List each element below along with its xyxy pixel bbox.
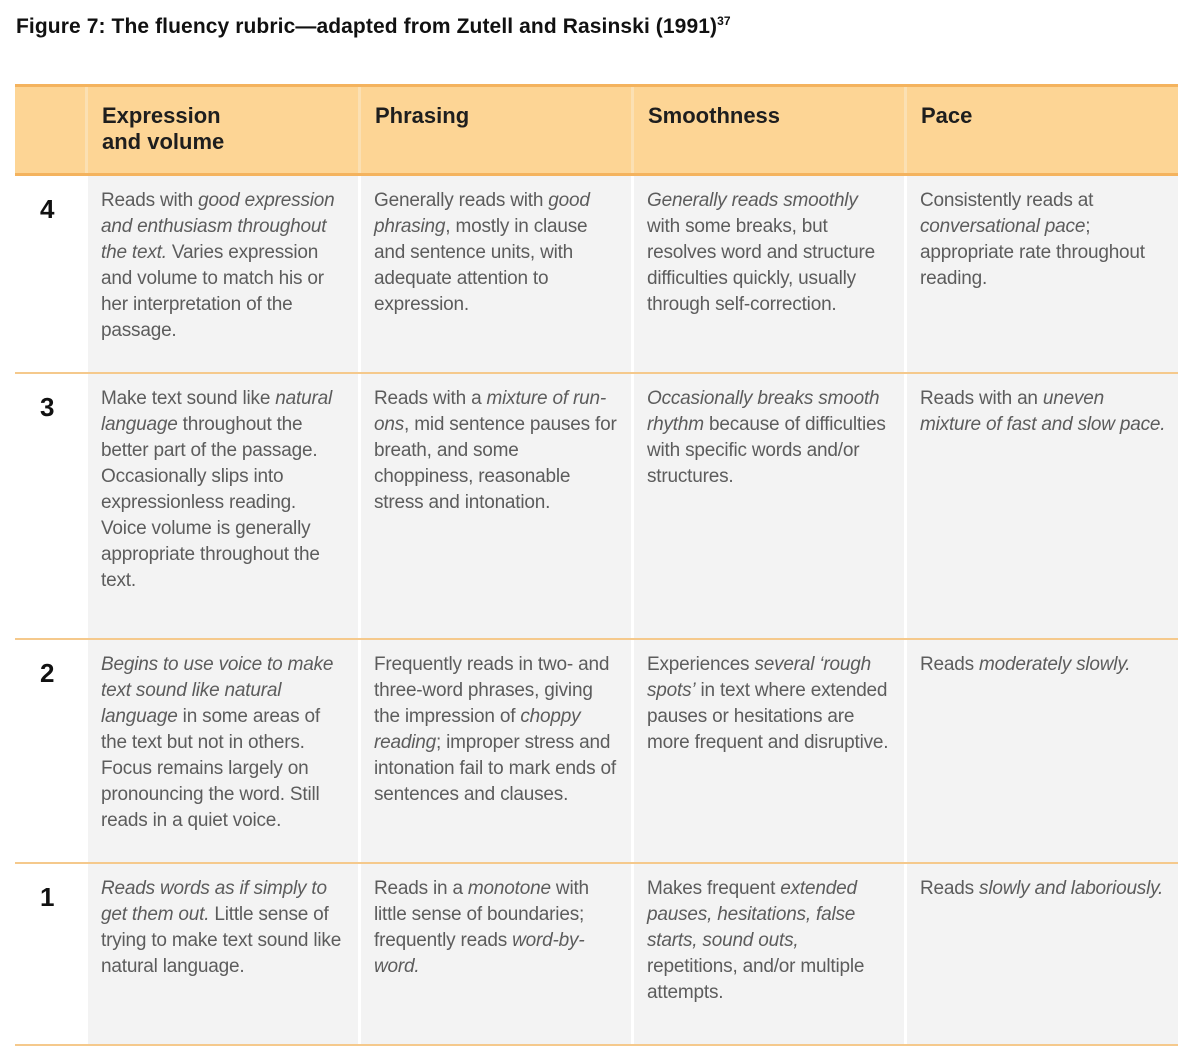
emphasis-text: slowly and laboriously. <box>979 878 1164 899</box>
descriptor-text: with little sense of boundaries; frequently reads <box>374 878 589 951</box>
emphasis-text: choppy reading <box>374 706 581 753</box>
descriptor-cell <box>631 374 904 638</box>
emphasis-text: word-by-word. <box>374 930 585 977</box>
emphasis-text: good expression and enthusiasm throughout the text. <box>101 190 335 263</box>
header-score-blank <box>15 87 85 173</box>
header-label: Expression and volume <box>102 103 225 154</box>
descriptor-cell <box>358 374 631 638</box>
header-label: Phrasing <box>375 103 470 128</box>
descriptor-text: Frequently reads in two- and three-word phrases, giving the impression of <box>374 654 610 727</box>
score-value: 2 <box>40 658 55 688</box>
descriptor-text: , mid sentence pauses for breath, and some choppiness, reasonable stress and intonation. <box>374 414 617 513</box>
descriptor-cell <box>358 176 631 372</box>
emphasis-text: extended pauses, hesitations, false starts, sound outs, <box>647 878 857 951</box>
descriptor-cell <box>85 374 358 638</box>
emphasis-text: uneven mixture of fast and slow pace. <box>920 388 1166 435</box>
emphasis-text: Reads words as if simply to get them out. <box>101 878 327 925</box>
descriptor-cell <box>631 640 904 862</box>
descriptor-cell <box>85 864 358 1044</box>
descriptor-text: Make text sound like <box>101 388 276 409</box>
emphasis-text: Begins to use voice to make text sound like natural language <box>101 654 334 727</box>
score-cell <box>15 640 85 862</box>
descriptor-text: Varies expression and volume to match his or her interpretation of the passage. <box>101 242 324 341</box>
emphasis-text: Occasionally breaks smooth rhythm <box>647 388 880 435</box>
footnote-ref: 37 <box>717 14 731 28</box>
header-expression <box>85 87 358 173</box>
descriptor-text: Makes frequent <box>647 878 781 899</box>
descriptor-text: ; appropriate rate throughout reading. <box>920 216 1145 289</box>
descriptor-cell <box>904 640 1178 862</box>
descriptor-text: Generally reads with <box>374 190 549 211</box>
score-value: 3 <box>40 392 55 422</box>
descriptor-text: in text where extended pauses or hesitations are more frequent and disruptive. <box>647 680 889 753</box>
header-row <box>15 87 1178 176</box>
score-cell <box>15 864 85 1044</box>
header-smoothness <box>631 87 904 173</box>
descriptor-cell <box>85 640 358 862</box>
descriptor-text: Reads with <box>101 190 199 211</box>
descriptor-text: Reads <box>920 878 980 899</box>
descriptor-cell <box>904 864 1178 1044</box>
descriptor-text: Consistently reads at <box>920 190 1094 211</box>
table-row <box>15 640 1178 864</box>
descriptor-text: Reads <box>920 654 980 675</box>
table-row <box>15 864 1178 1046</box>
descriptor-cell <box>358 640 631 862</box>
descriptor-cell <box>631 176 904 372</box>
descriptor-text: repetitions, and/or multiple attempts. <box>647 956 865 1003</box>
descriptor-text: throughout the better part of the passage. Occasionally slips into expressionless reading. Voice volume is generally appropriate throughout the text. <box>101 414 320 591</box>
emphasis-text: natural language <box>101 388 332 435</box>
descriptor-text: , mostly in clause and sentence units, with adequate attention to expression. <box>374 216 588 315</box>
descriptor-text: in some areas of the text but not in others. Focus remains largely on pronouncing the word. Still reads in a quiet voice. <box>101 706 320 831</box>
header-label: Smoothness <box>648 103 781 128</box>
fluency-rubric-table <box>15 84 1178 1046</box>
emphasis-text: conversational pace <box>920 216 1086 237</box>
descriptor-text: Reads with a <box>374 388 487 409</box>
score-cell <box>15 374 85 638</box>
descriptor-text: Reads in a <box>374 878 468 899</box>
header-phrasing <box>358 87 631 173</box>
header-pace <box>904 87 1178 173</box>
emphasis-text: moderately slowly. <box>979 654 1131 675</box>
descriptor-text: Experiences <box>647 654 755 675</box>
figure-title-text: Figure 7: The fluency rubric—adapted from Zutell and Rasinski (1991) <box>16 15 718 38</box>
score-cell <box>15 176 85 372</box>
descriptor-text: ; improper stress and intonation fail to mark ends of sentences and clauses. <box>374 732 616 805</box>
emphasis-text: Generally reads smoothly <box>647 190 858 211</box>
emphasis-text: good phrasing <box>374 190 590 237</box>
descriptor-text: with some breaks, but resolves word and structure difficulties quickly, usually through self-correction. <box>647 216 875 315</box>
score-value: 1 <box>40 882 55 912</box>
descriptor-cell <box>904 176 1178 372</box>
descriptor-cell <box>85 176 358 372</box>
emphasis-text: monotone <box>467 878 551 899</box>
score-value: 4 <box>40 194 55 224</box>
descriptor-text: because of difficulties with specific words and/or structures. <box>647 414 886 487</box>
emphasis-text: mixture of run-ons <box>374 388 606 435</box>
descriptor-text: Little sense of trying to make text sound like natural language. <box>101 904 342 977</box>
descriptor-text: Reads with an <box>920 388 1043 409</box>
descriptor-cell <box>358 864 631 1044</box>
figure-title <box>16 14 731 39</box>
descriptor-cell <box>904 374 1178 638</box>
emphasis-text: several ‘rough spots’ <box>647 654 871 701</box>
header-label: Pace <box>921 103 973 128</box>
table-row <box>15 374 1178 640</box>
descriptor-cell <box>631 864 904 1044</box>
table-row <box>15 176 1178 374</box>
